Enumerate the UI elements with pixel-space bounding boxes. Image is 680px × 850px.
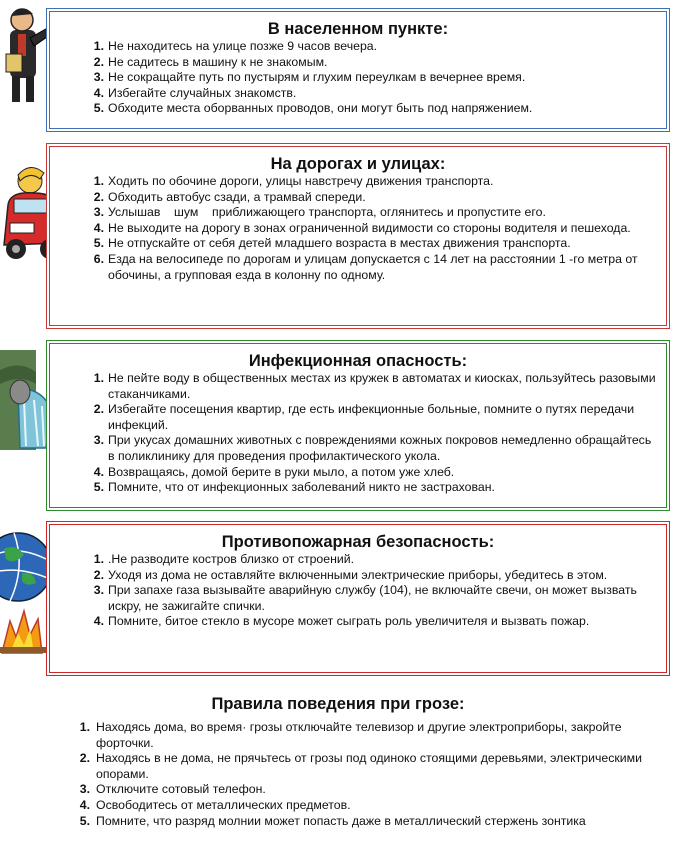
item-number: 1. — [93, 371, 104, 385]
item-text: Помните, что от инфекционных заболеваний никто не застрахован. — [108, 480, 495, 495]
section-fire-safety — [46, 521, 670, 676]
rules-list — [50, 39, 666, 117]
rules-list — [50, 371, 666, 496]
list-item — [50, 236, 666, 252]
list-item — [46, 751, 670, 782]
item-number: 5. — [93, 236, 104, 251]
list-item — [46, 798, 670, 814]
item-number: 1. — [93, 39, 104, 53]
item-text: Ходить по обочине дороги, улицы навстречу движения транспорта. — [108, 174, 494, 188]
item-text: Помните, что разряд молнии может попасть даже в металлический стержень зонтика — [96, 813, 586, 828]
item-number: 1. — [93, 552, 104, 566]
item-text: Не находитесь на улице позже 9 часов вечера. — [108, 39, 378, 53]
list-item — [46, 814, 670, 830]
item-text: Находясь в не дома, не прячьтесь от грозы под одиноко стоящими деревьями, электрическими опорами. — [96, 751, 642, 781]
list-item — [50, 402, 666, 433]
item-number: 1. — [93, 174, 104, 188]
section-title: Инфекционная опасность: — [248, 352, 468, 370]
list-item — [46, 720, 670, 751]
section-thunderstorm-rules — [46, 690, 670, 850]
list-item — [50, 371, 666, 402]
section-title: В населенном пункте: — [267, 20, 449, 38]
item-number: 2. — [79, 751, 90, 766]
list-item — [50, 252, 666, 283]
item-text: Помните, битое стекло в мусоре может сыграть роль увеличителя и вызвать пожар. — [108, 614, 590, 629]
rules-list — [46, 720, 670, 829]
item-text: Находясь дома, во время· грозы отключайте телевизор и другие электроприборы, закройте форточки. — [96, 720, 622, 750]
list-item — [50, 552, 666, 568]
section-roads-streets — [46, 143, 670, 329]
list-item — [50, 39, 666, 55]
section-title: Противопожарная безопасность: — [221, 533, 495, 551]
item-text: При укусах домашних животных с повреждениями кожных покровов немедленно обращайтесь в поликлинику для проведения профилактического укола. — [108, 433, 652, 463]
list-item — [50, 101, 666, 117]
item-number: 3. — [79, 782, 90, 797]
item-number: 1. — [79, 720, 90, 734]
section-infection-danger — [46, 340, 670, 511]
item-number: 4. — [93, 614, 104, 629]
item-number: 2. — [93, 54, 104, 69]
list-item — [50, 465, 666, 481]
item-text: Не отпускайте от себя детей младшего возраста в местах движения транспорта. — [108, 236, 571, 251]
item-number: 4. — [93, 220, 104, 235]
list-item — [50, 205, 666, 221]
item-number: 5. — [79, 813, 90, 828]
list-item — [50, 583, 666, 614]
item-text: Освободитесь от металлических предметов. — [96, 797, 351, 812]
item-text: Не выходите на дорогу в зонах ограниченной видимости со стороны водителя и пешехода. — [108, 220, 631, 235]
list-item — [46, 782, 670, 798]
section-title: Правила поведения при грозе: — [211, 695, 465, 713]
item-text: Отключите сотовый телефон. — [96, 782, 266, 797]
section-in-settlement — [46, 8, 670, 132]
item-number: 3. — [93, 433, 104, 448]
item-number: 4. — [93, 85, 104, 100]
list-item — [50, 190, 666, 206]
item-text: Езда на велосипеде по дорогам и улицам допускается с 14 лет на расстоянии 1 -го метра от обочины, а групповая езда в колонну по одному. — [108, 251, 638, 282]
item-text: Не сокращайте путь по пустырям и глухим переулкам в вечернее время. — [108, 70, 526, 85]
item-text: Обходите места оборванных проводов, они могут быть под напряжением. — [108, 101, 533, 116]
section-title: На дорогах и улицах: — [270, 155, 446, 173]
item-text: Обходить автобус сзади, а трамвай спереди. — [108, 189, 366, 204]
item-text: Услышав шум приближающего транспорта, оглянитесь и пропустите его. — [108, 205, 546, 220]
list-item — [50, 614, 666, 630]
item-text: Избегайте случайных знакомств. — [108, 85, 297, 100]
list-item — [50, 86, 666, 102]
item-number: 4. — [79, 797, 90, 812]
item-number: 3. — [93, 205, 104, 220]
list-item — [50, 174, 666, 190]
item-number: 6. — [93, 251, 104, 266]
item-number: 4. — [93, 464, 104, 479]
item-text: Уходя из дома не оставляйте включенными электрические приборы, убедитесь в этом. — [108, 567, 608, 582]
item-number: 5. — [93, 480, 104, 495]
item-number: 2. — [93, 567, 104, 582]
list-item — [50, 480, 666, 496]
item-number: 2. — [93, 402, 104, 417]
rules-list — [50, 174, 666, 283]
list-item — [50, 433, 666, 464]
item-text: При запахе газа вызывайте аварийную службу (104), не включайте свечи, он может вызвать искру, не зажигайте спички. — [108, 583, 637, 613]
item-number: 3. — [93, 583, 104, 598]
list-item — [50, 221, 666, 237]
list-item — [50, 568, 666, 584]
rules-list — [50, 552, 666, 630]
item-text: Избегайте посещения квартир, где есть инфекционные больные, помните о путях передачи инфекций. — [108, 402, 635, 432]
list-item — [50, 70, 666, 86]
item-text: Не садитесь в машину к не знакомым. — [108, 54, 328, 69]
item-text: Возвращаясь, домой берите в руки мыло, а потом уже хлеб. — [108, 464, 455, 479]
item-text: .Не разводите костров близко от строений. — [108, 552, 355, 566]
item-number: 5. — [93, 101, 104, 116]
item-text: Не пейте воду в общественных местах из кружек в автоматах и киосках, пользуйтесь разовыми стаканчиками. — [108, 371, 656, 401]
list-item — [50, 55, 666, 71]
item-number: 2. — [93, 189, 104, 204]
item-number: 3. — [93, 70, 104, 85]
